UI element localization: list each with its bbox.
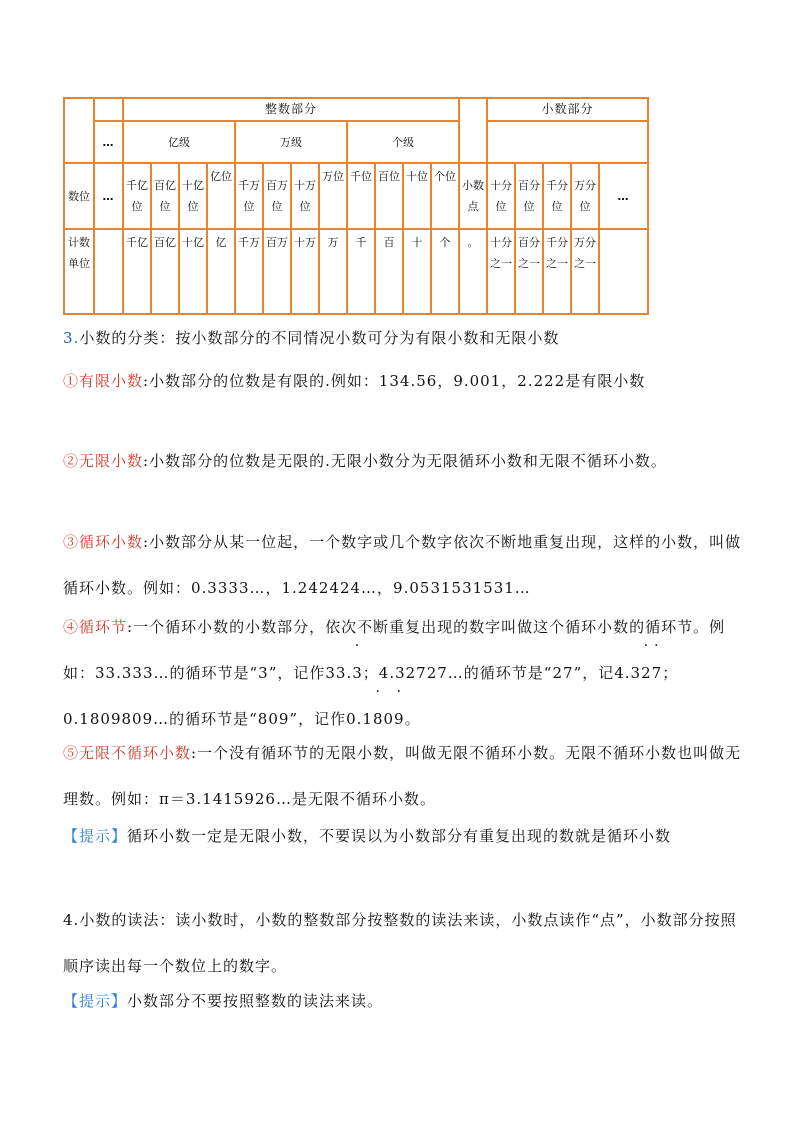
decimal-unit-cell: 千分之一	[543, 229, 571, 314]
group-wan: 万级	[235, 121, 347, 163]
section-4-reading	[63, 897, 743, 989]
tip-1	[63, 813, 743, 859]
unit-cell: 千	[347, 229, 375, 314]
paragraph-text: 。	[404, 710, 421, 728]
row-label-unit: 计数单位	[64, 229, 94, 314]
paragraph-text: :一个没有循环节的无限小数，叫做无限不循环小数。无限不循环小数也叫做无理数。例如：π＝3.1415926…是无限不循环小数。	[63, 744, 742, 808]
unit-cell: 个	[431, 229, 459, 314]
unit-cell: 百万	[263, 229, 291, 314]
term-label: ④循环节	[63, 618, 128, 636]
section-3-classification	[63, 315, 743, 361]
unit-cell: 万	[319, 229, 347, 314]
ellipsis-cell: …	[94, 163, 123, 229]
unit-cell: 十亿	[179, 229, 207, 314]
tip-2	[63, 978, 743, 1024]
paragraph-text: 0	[383, 710, 395, 728]
section-text: 小数的读法：读小数时，小数的整数部分按整数的读法来读，小数点读作“点”，小数部分按照顺序读出每一个数位上的数字。	[63, 911, 737, 975]
decimal-place-cell: 万分位	[571, 163, 599, 229]
decimal-part-header: 小数部分	[487, 98, 648, 121]
place-value-table	[63, 97, 649, 315]
infinite-decimal-paragraph	[63, 438, 743, 484]
row-label-place: 数位	[64, 163, 94, 229]
decimal-group-blank	[487, 121, 648, 163]
unit-cell: 十	[403, 229, 431, 314]
paragraph-text: ；0.1809809…的循环节是“809”，记作0.1	[63, 664, 679, 728]
paragraph-text: :小数部分的位数是有限的.例如：134.56，9.001，2.222是有限小数	[143, 372, 646, 390]
repetend-paragraph	[63, 604, 743, 742]
place-cell: 个位	[431, 163, 459, 229]
paragraph-text: :一个循环小数的小数部分，依次不断重复出现的数字叫做这个循环小数的循环节。例如：33.333…的循环节是“3”，记作33.	[63, 618, 726, 682]
unit-cell: 百亿	[151, 229, 179, 314]
decimal-point-blank-cell	[459, 98, 487, 163]
term-label: ①有限小数	[63, 372, 144, 390]
place-cell: 百亿位	[151, 163, 179, 229]
term-label: ⑤无限不循环小数	[63, 744, 192, 762]
tip-text: 循环小数一定是无限小数，不要误以为小数部分有重复出现的数就是循环小数	[127, 827, 672, 845]
group-ge: 个级	[347, 121, 459, 163]
paragraph-text: ；4.32727…的循环节是“27”，记4.3	[362, 664, 642, 682]
term-label: ②无限小数	[63, 452, 144, 470]
place-cell: 十亿位	[179, 163, 207, 229]
tip-label: 【提示】	[63, 992, 128, 1010]
section-number: 3.	[63, 329, 80, 347]
unit-cell: 千亿	[123, 229, 151, 314]
paragraph-text: :小数部分的位数是无限的.无限小数分为无限循环小数和无限不循环小数。	[143, 452, 667, 470]
unit-cell: 千万	[235, 229, 263, 314]
place-cell: 千万位	[235, 163, 263, 229]
decimal-place-cell: 十分位	[487, 163, 515, 229]
decimal-unit-cell: 十分之一	[487, 229, 515, 314]
place-cell: 千亿位	[123, 163, 151, 229]
ellipsis-cell: …	[599, 163, 648, 229]
decimal-place-cell: 百分位	[515, 163, 543, 229]
place-cell: 十位	[403, 163, 431, 229]
decimal-point-symbol: 。	[459, 229, 487, 314]
repetend-digit: · 2	[641, 650, 652, 696]
place-cell: 千位	[347, 163, 375, 229]
recurring-decimal-paragraph	[63, 519, 743, 611]
decimal-unit-cell: 百分之一	[515, 229, 543, 314]
place-cell: 百万位	[263, 163, 291, 229]
place-cell: 百位	[375, 163, 403, 229]
decimal-point-label: 小数点	[459, 163, 487, 229]
decimal-place-cell: 千分位	[543, 163, 571, 229]
unit-cell: 百	[375, 229, 403, 314]
unit-cell: 亿	[207, 229, 235, 314]
term-label: ③循环小数	[63, 533, 144, 551]
unit-cell: 十万	[291, 229, 319, 314]
decimal-unit-cell: 万分之一	[571, 229, 599, 314]
tip-text: 小数部分不要按照整数的读法来读。	[127, 992, 384, 1010]
place-cell: 万位	[319, 163, 347, 229]
tip-label: 【提示】	[63, 827, 128, 845]
group-yi: 亿级	[123, 121, 235, 163]
finite-decimal-paragraph	[63, 358, 743, 404]
section-text: 小数的分类：按小数部分的不同情况小数可分为有限小数和无限小数	[79, 329, 560, 347]
repetend-digit: · 7	[652, 650, 663, 696]
place-cell: 十万位	[291, 163, 319, 229]
repetend-digit: · 9	[394, 696, 405, 742]
section-number: 4.	[63, 911, 80, 929]
paragraph-text: :小数部分从某一位起，一个数字或几个数字依次不断地重复出现，这样的小数，叫做循环小数。例如：0.3333…，1.242424…，9.0531531531…	[63, 533, 742, 597]
ellipsis-cell: …	[94, 121, 123, 163]
repetend-digit: · 3	[352, 650, 363, 696]
place-cell: 亿位	[207, 163, 235, 229]
irrational-paragraph	[63, 730, 743, 822]
repetend-digit: · 8	[373, 696, 384, 742]
corner-cell	[64, 98, 94, 163]
integer-part-header: 整数部分	[123, 98, 459, 121]
